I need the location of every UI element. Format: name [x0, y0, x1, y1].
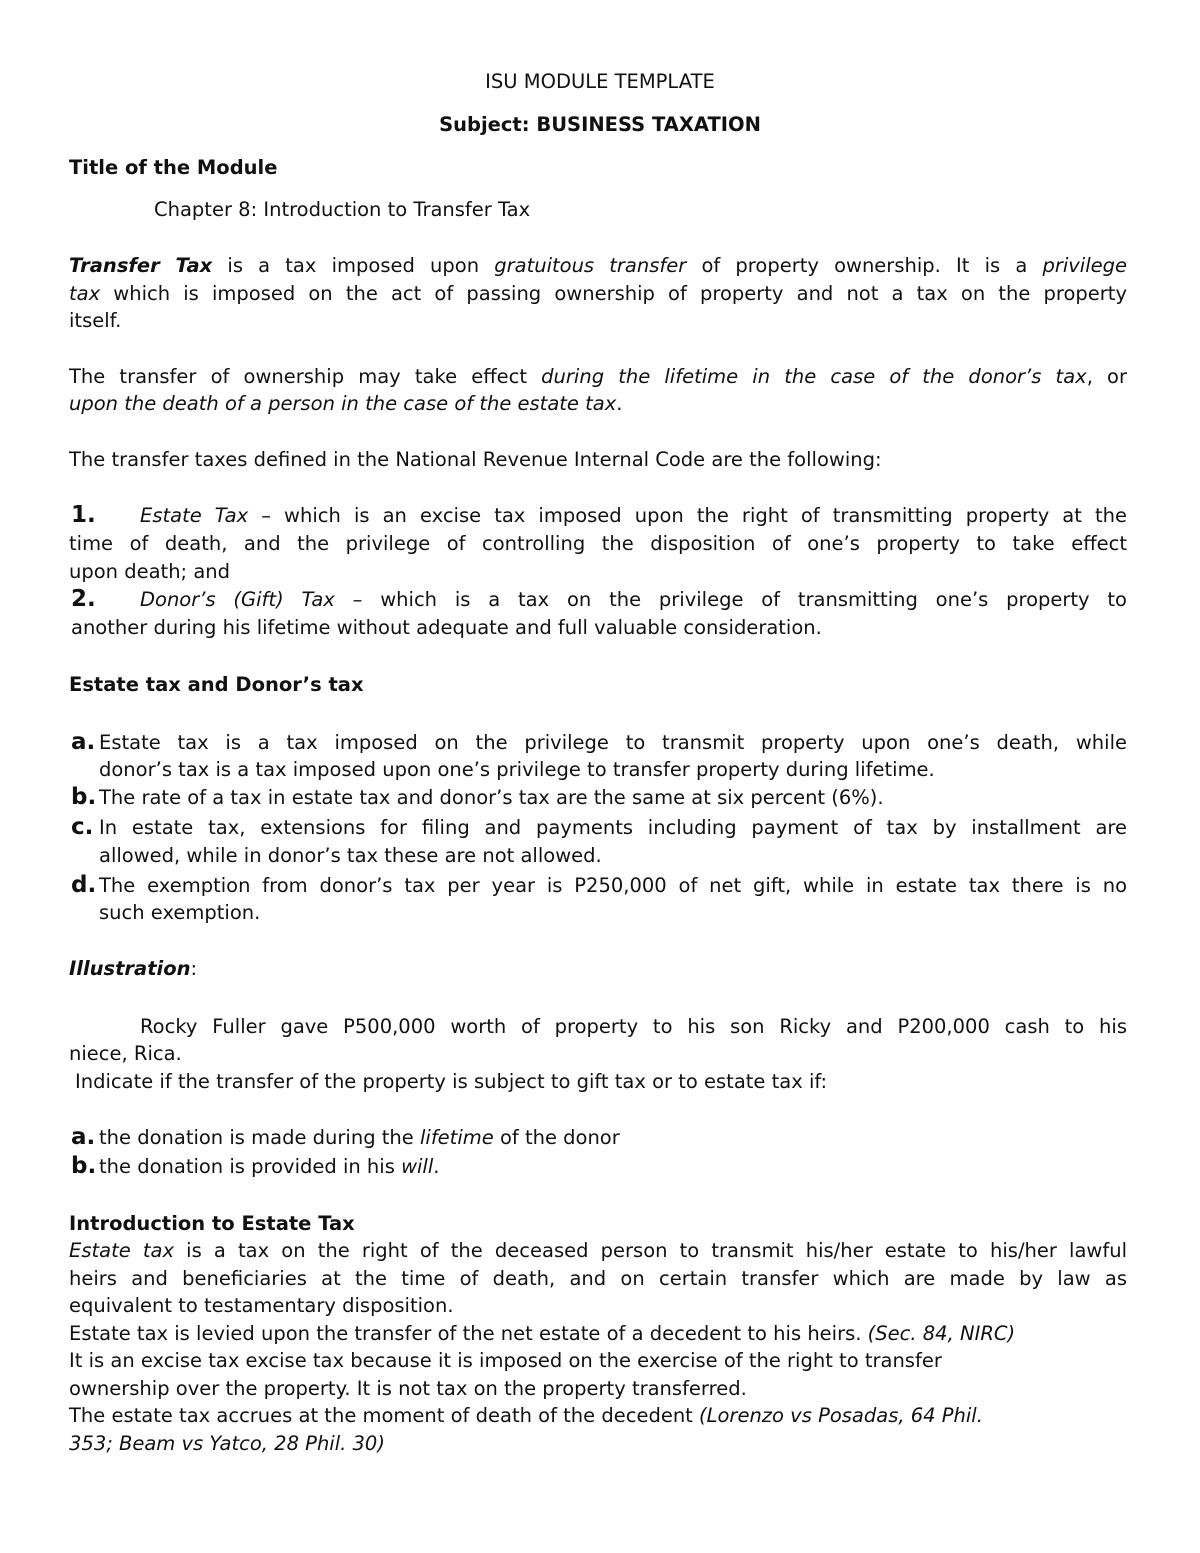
text: is a tax imposed upon: [212, 254, 495, 277]
module-heading: Title of the Module: [69, 156, 278, 179]
numbered-item-line: another during his lifetime without adequate and full valuable consideration.: [71, 616, 822, 639]
effect-paragraph-line: [69, 365, 1127, 388]
comparison-item-line: The rate of a tax in estate tax and donor’s tax are the same at six percent (6%).: [99, 786, 884, 809]
illustration-heading: [69, 957, 197, 980]
comparison-item-line: Estate tax is a tax imposed on the privilege to transmit property upon one’s death, while: [99, 731, 1127, 754]
text: Estate tax is levied upon the transfer of the net estate of a decedent to his heirs.: [69, 1322, 868, 1345]
comparison-heading: Estate tax and Donor’s tax: [69, 673, 364, 696]
text: the donation is made during the: [99, 1126, 420, 1149]
list-letter: a.: [71, 1124, 96, 1150]
list-letter: d.: [71, 872, 97, 898]
chapter-title: Chapter 8: Introduction to Transfer Tax: [154, 198, 531, 221]
intro-paragraph-line: [69, 254, 1127, 277]
estate-tax-term: Estate tax: [69, 1239, 175, 1262]
estate-intro-line: It is an excise tax excise tax because it is imposed on the exercise of the right to transfer: [69, 1349, 942, 1372]
transfer-tax-term: Transfer Tax: [69, 254, 213, 277]
estate-intro-line: ownership over the property. It is not tax on the property transferred.: [69, 1377, 747, 1400]
subject-label: Subject:: [439, 113, 530, 136]
subject-value: BUSINESS TAXATION: [536, 113, 761, 136]
text: – which is a tax on the privilege of transmitting one’s property to: [334, 588, 1127, 611]
text: during the lifetime in the case of the donor’s tax: [541, 365, 1087, 388]
estate-intro-heading: Introduction to Estate Tax: [69, 1212, 355, 1235]
text: (Lorenzo vs Posadas, 64 Phil.: [699, 1404, 983, 1427]
text: the donation is provided in his: [99, 1155, 402, 1178]
estate-intro-line: [69, 1404, 983, 1427]
text: will: [401, 1155, 434, 1178]
estate-intro-line: equivalent to testamentary disposition.: [69, 1294, 454, 1317]
intro-paragraph-line: itself.: [69, 309, 122, 332]
illustration-paragraph-line: niece, Rica.: [69, 1042, 182, 1065]
text: which is imposed on the act of passing ownership of property and not a tax on the property: [100, 282, 1127, 305]
list-intro: The transfer taxes defined in the National Revenue Internal Code are the following:: [69, 448, 882, 471]
text: gratuitous transfer: [494, 254, 687, 277]
comparison-item-line: donor’s tax is a tax imposed upon one’s privilege to transfer property during lifetime.: [99, 758, 935, 781]
text: of the donor: [493, 1126, 620, 1149]
estate-intro-line: [69, 1322, 1015, 1345]
text: of property ownership. It is a: [686, 254, 1043, 277]
text: – which is an excise tax imposed upon the right of transmitting property at the: [248, 504, 1127, 527]
text: is a tax on the right of the deceased person to transmit his/her estate to his/her lawful: [174, 1239, 1128, 1262]
list-number: 1.: [71, 502, 96, 528]
numbered-item-line: [140, 588, 1127, 611]
text: , or: [1086, 365, 1127, 388]
text: lifetime: [419, 1126, 494, 1149]
estate-tax-term: Estate Tax: [140, 504, 249, 527]
text: Illustration: [69, 957, 191, 980]
document-title: ISU MODULE TEMPLATE: [485, 70, 715, 93]
estate-intro-line: heirs and beneficiaries at the time of death, and on certain transfer which are made by law as: [69, 1267, 1127, 1290]
text: The transfer of ownership may take effect: [69, 365, 542, 388]
list-letter: c.: [71, 814, 94, 840]
text: privilege: [1042, 254, 1128, 277]
text: :: [190, 957, 198, 980]
estate-intro-line: 353; Beam vs Yatco, 28 Phil. 30): [69, 1432, 385, 1455]
illustration-question: Indicate if the transfer of the property is subject to gift tax or to estate tax if:: [75, 1070, 828, 1093]
numbered-item-line: time of death, and the privilege of controlling the disposition of one’s property to take effect: [69, 532, 1127, 555]
text: tax: [69, 282, 101, 305]
text: The estate tax accrues at the moment of death of the decedent: [69, 1404, 700, 1427]
list-number: 2.: [71, 586, 96, 612]
comparison-item-line: such exemption.: [99, 901, 261, 924]
effect-paragraph-line: [69, 392, 622, 415]
numbered-item-line: [140, 504, 1127, 527]
comparison-item-line: In estate tax, extensions for filing and payments including payment of tax by installment are: [99, 816, 1127, 839]
list-letter: b.: [71, 784, 97, 810]
illustration-item: [99, 1155, 439, 1178]
intro-paragraph-line: [69, 282, 1127, 305]
estate-intro-line: [69, 1239, 1127, 1262]
text: .: [433, 1155, 440, 1178]
comparison-item-line: allowed, while in donor’s tax these are not allowed.: [99, 844, 602, 867]
text: .: [616, 392, 623, 415]
text: upon the death of a person in the case of the estate tax: [69, 392, 617, 415]
donors-tax-term: Donor’s (Gift) Tax: [140, 588, 335, 611]
list-letter: b.: [71, 1153, 97, 1179]
numbered-item-line: upon death; and: [69, 560, 231, 583]
subject-line: [0, 113, 1200, 136]
illustration-paragraph-line: Rocky Fuller gave P500,000 worth of property to his son Ricky and P200,000 cash to his: [140, 1015, 1127, 1038]
list-letter: a.: [71, 729, 96, 755]
text: (Sec. 84, NIRC): [867, 1322, 1016, 1345]
comparison-item-line: The exemption from donor’s tax per year is P250,000 of net gift, while in estate tax there is no: [99, 874, 1127, 897]
illustration-item: [99, 1126, 620, 1149]
